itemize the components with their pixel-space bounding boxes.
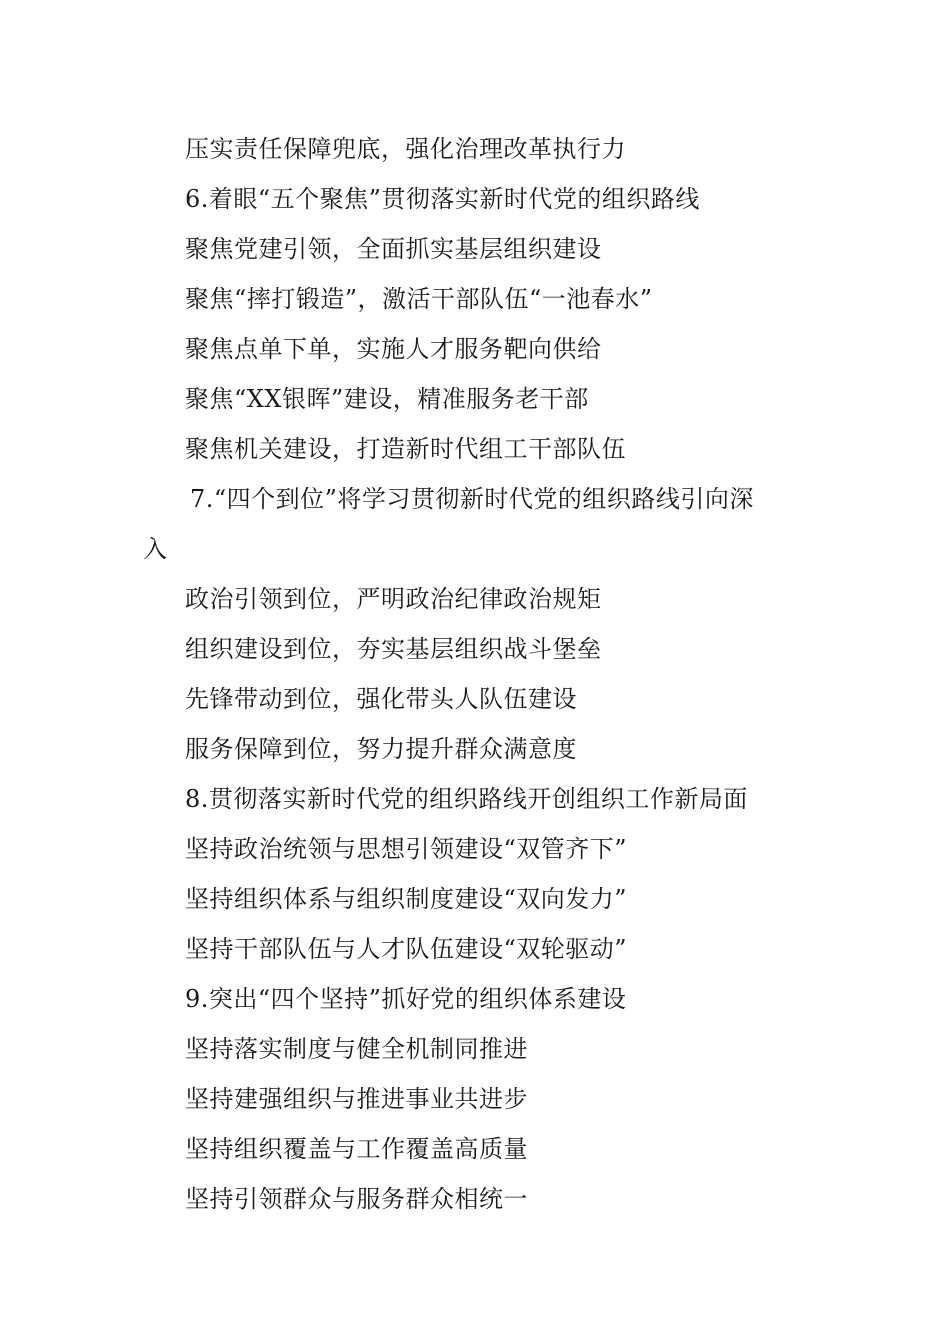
text-line: 组织建设到位，夯实基层组织战斗堡垒 [185, 635, 602, 663]
section-heading-9: 9.突出“四个坚持”抓好党的组织体系建设 [185, 985, 627, 1013]
text-line: 坚持政治统领与思想引领建设“双管齐下” [185, 835, 628, 863]
text-line: 聚焦“摔打锻造”，激活干部队伍“一池春水” [185, 285, 653, 313]
text-line: 坚持引领群众与服务群众相统一 [185, 1185, 528, 1213]
section-heading-7-continued: 入 [143, 535, 168, 563]
text-line: 坚持落实制度与健全机制同推进 [185, 1035, 528, 1063]
section-heading-6: 6.着眼“五个聚焦”贯彻落实新时代党的组织路线 [185, 185, 700, 213]
text-line: 坚持干部队伍与人才队伍建设“双轮驱动” [185, 935, 628, 963]
section-heading-7: 7.“四个到位”将学习贯彻新时代党的组织路线引向深 [190, 485, 754, 513]
text-line: 先锋带动到位，强化带头人队伍建设 [185, 685, 577, 713]
text-line: 坚持建强组织与推进事业共进步 [185, 1085, 528, 1113]
text-line: 坚持组织体系与组织制度建设“双向发力” [185, 885, 628, 913]
section-heading-8: 8.贯彻落实新时代党的组织路线开创组织工作新局面 [185, 785, 748, 813]
text-line: 坚持组织覆盖与工作覆盖高质量 [185, 1135, 528, 1163]
text-line: 压实责任保障兜底，强化治理改革执行力 [185, 135, 626, 163]
text-line: 聚焦党建引领，全面抓实基层组织建设 [185, 235, 602, 263]
text-line: 服务保障到位，努力提升群众满意度 [185, 735, 577, 763]
text-line: 政治引领到位，严明政治纪律政治规矩 [185, 585, 602, 613]
text-line: 聚焦“XX银晖”建设，精准服务老干部 [185, 385, 589, 413]
text-line: 聚焦点单下单，实施人才服务靶向供给 [185, 335, 602, 363]
text-line: 聚焦机关建设，打造新时代组工干部队伍 [185, 435, 626, 463]
